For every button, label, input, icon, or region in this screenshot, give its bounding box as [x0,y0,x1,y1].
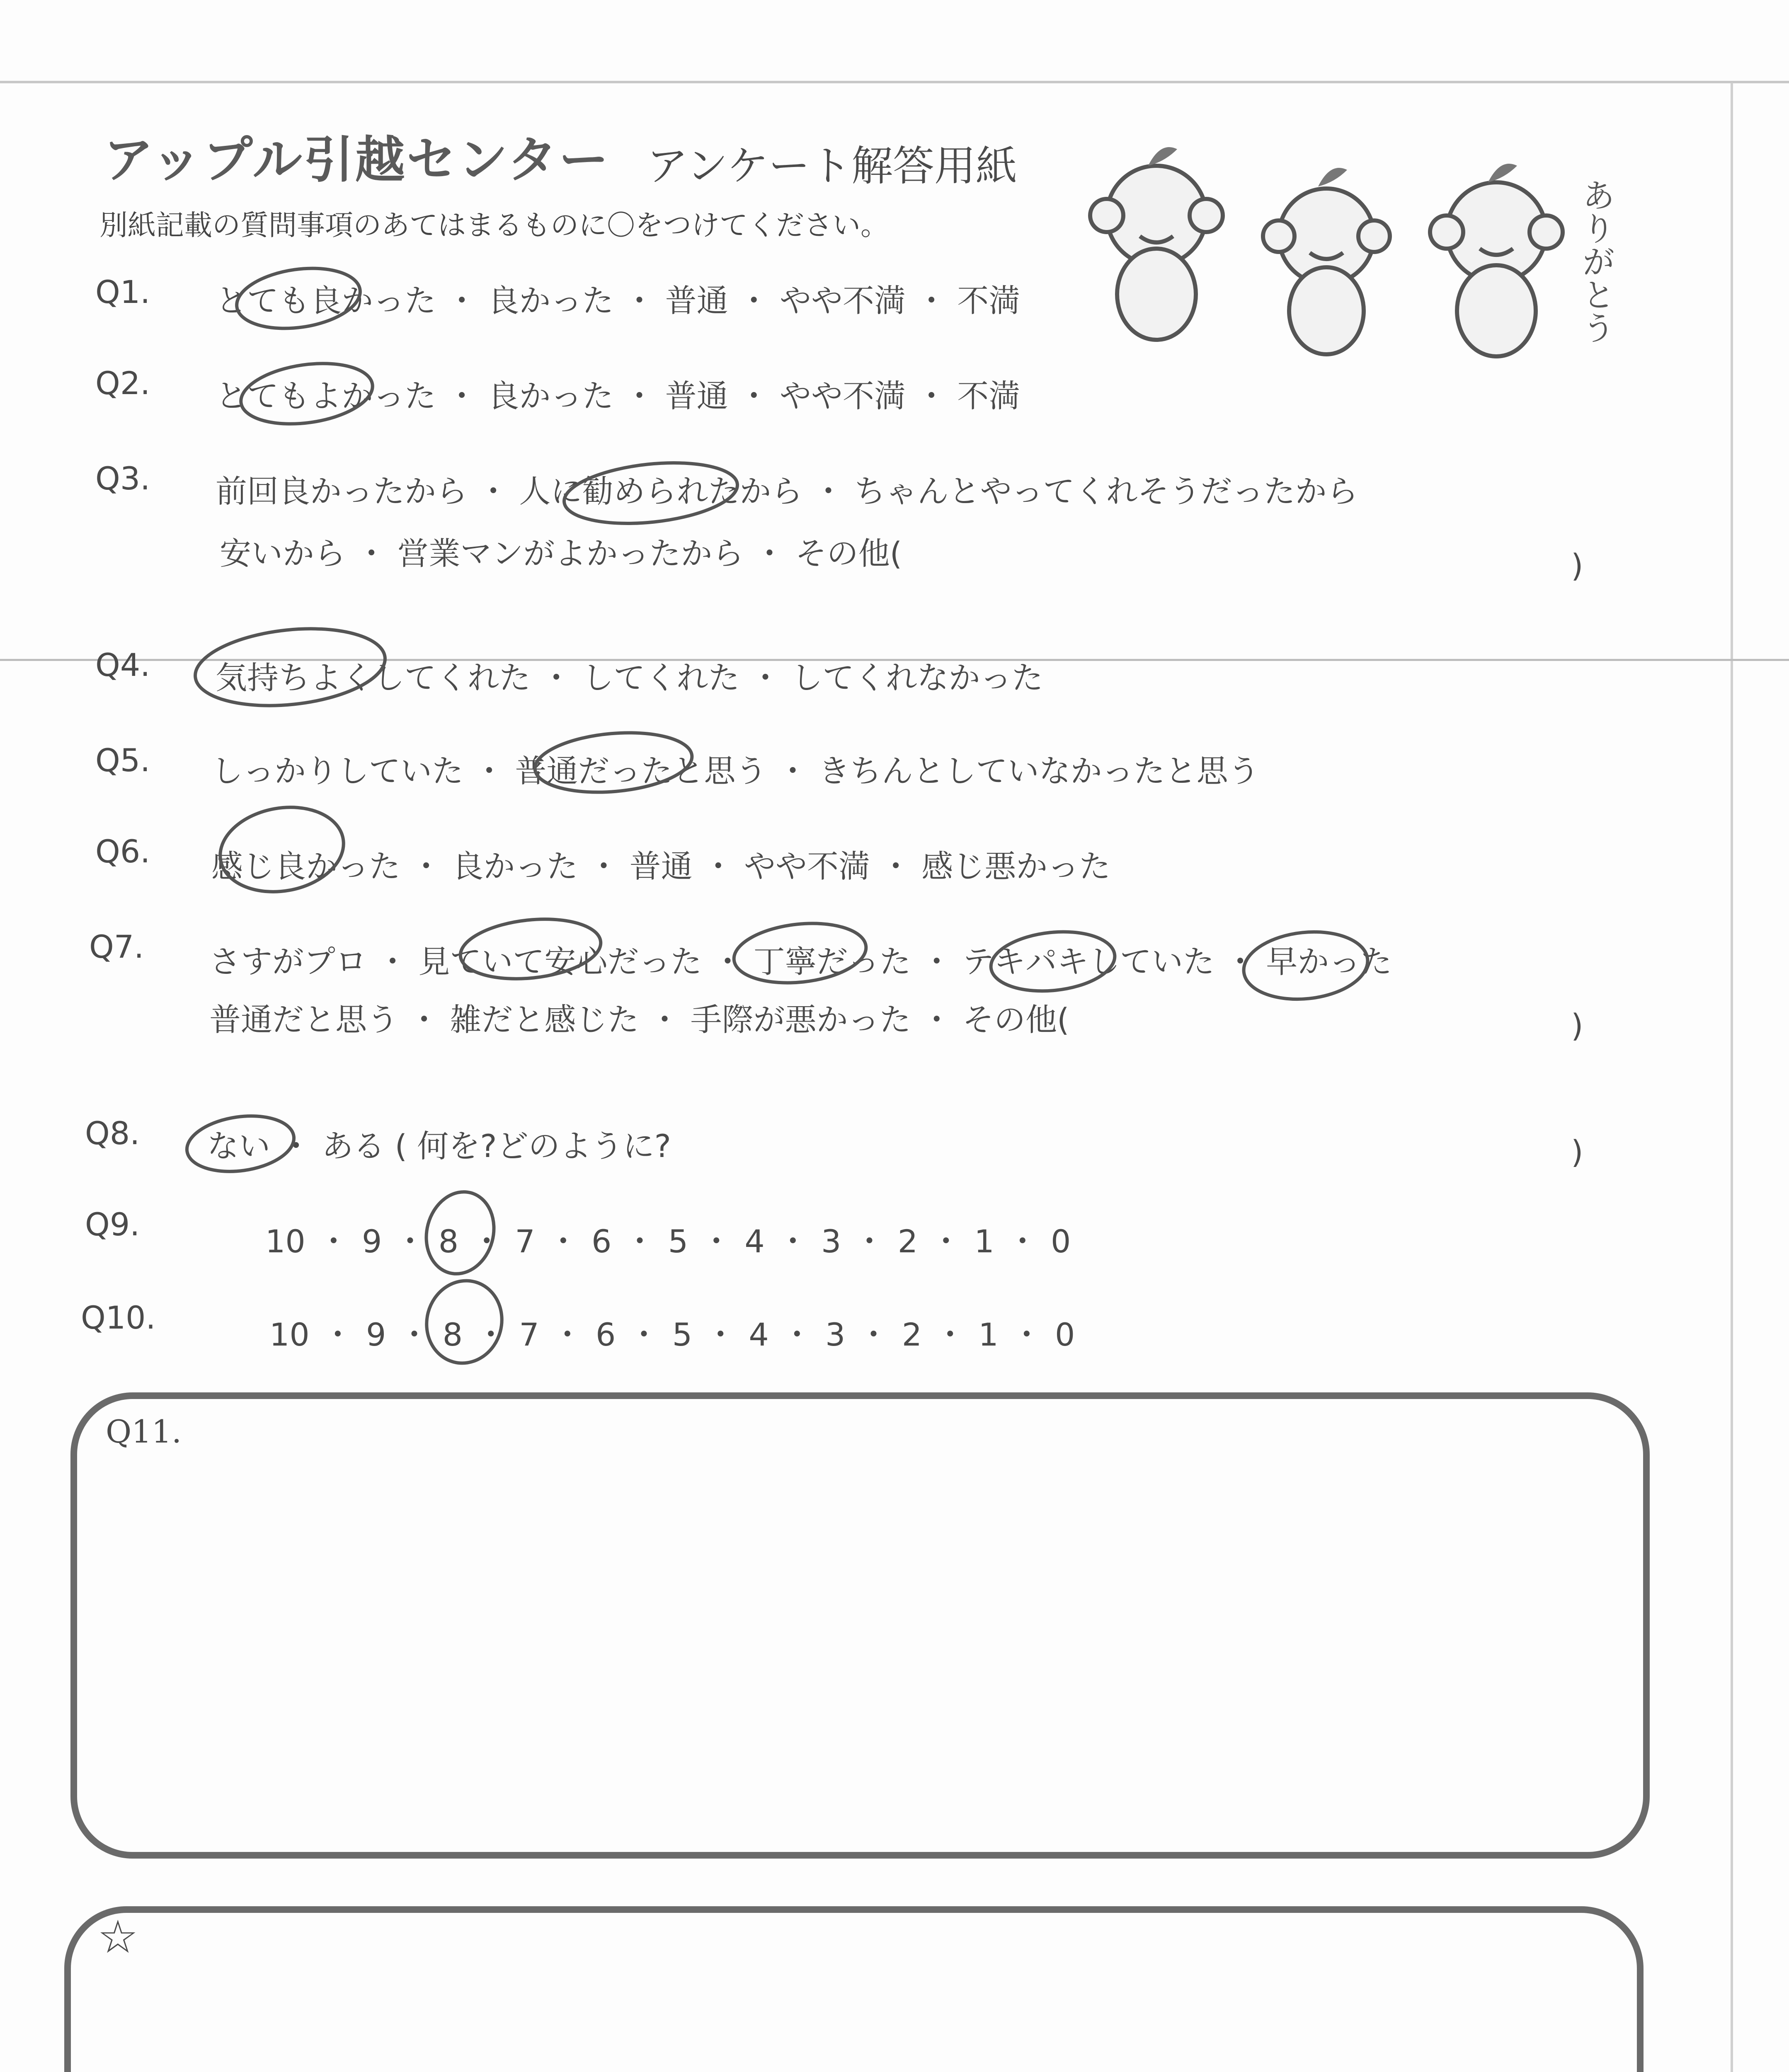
rating-scale: 10 ・ 9 ・ 8 ・ 7 ・ 6 ・ 5 ・ 4 ・ 3 ・ 2 ・ 1 ・ 0 [265,1223,1071,1260]
instruction-text: 別紙記載の質問事項のあてはまるものに〇をつけてください。 [99,209,889,242]
question-options: とても良かった ・ 良かった ・ 普通 ・ やや不満 ・ 不満 [216,282,1021,319]
mascot-illustration [1078,137,1658,369]
question-options: さすがプロ ・ 見ていて安心だった ・ 丁寧だった ・ テキパキしていた ・ 早かった [209,943,1392,980]
question-options: 安いから ・ 営業マンがよかったから ・ その他( [220,535,902,572]
close-paren: ) [1571,547,1583,584]
question-number: Q4. [95,646,150,683]
mascot-caption: ありがとう [1576,178,1615,344]
question-options: 感じ良かった ・ 良かった ・ 普通 ・ やや不満 ・ 感じ悪かった [211,848,1111,885]
rating-scale: 10 ・ 9 ・ 8 ・ 7 ・ 6 ・ 5 ・ 4 ・ 3 ・ 2 ・ 1 ・ 0 [269,1316,1075,1353]
question-number: Q3. [95,460,150,497]
question-number: Q10. [81,1299,156,1336]
brand-name: アップル引越センター [104,131,610,189]
question-options: とてもよかった ・ 良かった ・ 普通 ・ やや不満 ・ 不満 [216,378,1021,414]
question-options: 普通だと思う ・ 雑だと感じた ・ 手際が悪かった ・ その他( [209,1001,1069,1038]
paper-edge [1731,83,1733,2072]
question-number: Q8. [85,1115,140,1152]
q11-label: Q11. [106,1413,182,1450]
comment-box[interactable] [64,1906,1644,2072]
question-options: 気持ちよくしてくれた ・ してくれた ・ してくれなかった [216,659,1043,696]
question-number: Q9. [85,1206,140,1243]
form-title: アンケート解答用紙 [647,142,1017,190]
question-number: Q6. [95,833,150,870]
star-label: ☆ [97,1910,138,1963]
close-paren: ) [1571,1133,1583,1170]
question-number: Q2. [95,365,150,402]
q11-answer-box[interactable] [70,1392,1650,1859]
question-number: Q1. [95,274,150,310]
paper-edge [0,81,1789,83]
question-number: Q7. [89,928,144,965]
question-options: ない ・ ある ( 何を?どのように? [207,1128,671,1164]
close-paren: ) [1571,1007,1583,1044]
question-options: 前回良かったから ・ 人に勧められたから ・ ちゃんとやってくれそうだったから [216,473,1358,510]
question-options: しっかりしていた ・ 普通だったと思う ・ きちんとしていなかったと思う [211,753,1260,789]
question-number: Q5. [95,742,150,779]
